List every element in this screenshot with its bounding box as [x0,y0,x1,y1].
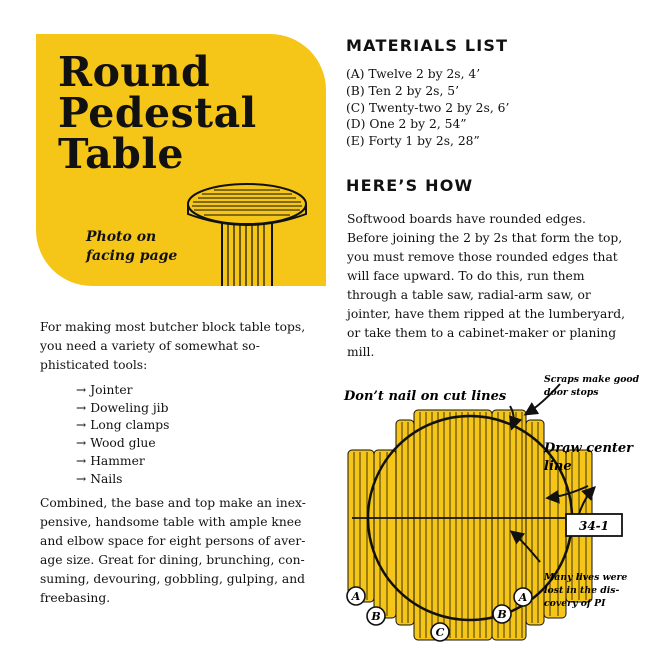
tabletop-diagram [340,370,654,654]
note-center-line-1: Draw center [544,441,634,456]
photo-note-line-2: facing page [86,248,178,264]
title-line-3: Table [58,130,184,178]
note-pi-line-3: covery of PI [544,598,606,609]
material-item: (B) Ten 2 by 2s, 5’ [346,83,460,98]
note-pi-line-2: lost in the dis- [544,585,620,596]
photo-note-line-1: Photo on [86,229,157,245]
intro-text [40,318,310,375]
note-scraps-line-2: door stops [544,387,599,398]
title-card [36,34,326,286]
tool-item: → Nails [76,471,123,486]
callout-c: C [435,626,445,639]
photo-note [86,228,177,266]
material-item: (D) One 2 by 2, 54” [346,117,467,132]
note-dont-nail: Don’t nail on cut lines [344,389,507,404]
materials-heading: MATERIALS LIST [346,36,509,55]
intro-paragraph: For making most butcher block table tops, you need a variety of somewhat so-phisticated tools: [40,320,306,372]
pedestal-table-illustration [184,180,314,286]
page-title [58,48,257,178]
material-item: (A) Twelve 2 by 2s, 4’ [346,67,481,81]
tool-item: → Doweling jib [76,400,169,415]
combined-paragraph: Combined, the base and top make an inex-pensive, handsome table with ample knee and elbow space for eight persons of aver-age size. Great for dining, brunching, con-suming, devouring, gobbling, gulping, and freebasing. [40,496,306,605]
howto-paragraph: Softwood boards have rounded edges. Before joining the 2 by 2s that form the top, you must remove those rounded edges that will face upward. To do this, run them through a table saw, radial-arm saw, or jointer, have them ripped at the lumberyard, or take them to a cabinet-maker or planing mill. [347,212,626,359]
howto-heading: HERE’S HOW [346,176,474,195]
material-item: (E) Forty 1 by 2s, 28” [346,134,480,149]
callout-a-right: A [518,591,528,604]
tool-item: → Long clamps [76,418,170,433]
tool-item: → Hammer [76,453,145,468]
figure-label: 34-1 [578,519,610,533]
note-pi-line-1: Many lives were [544,572,628,583]
callout-b-left: B [371,610,381,623]
title-line-2: Pedestal [58,89,257,137]
note-center-line-2: line [544,459,572,474]
materials-list [346,66,509,150]
tool-item: → Wood glue [76,436,156,451]
tools-list [76,382,169,488]
title-line-1: Round [58,48,211,96]
callout-a-left: A [351,590,361,603]
note-scraps-line-1: Scraps make good [544,374,640,385]
tool-item: → Jointer [76,383,133,397]
material-item: (C) Twenty-two 2 by 2s, 6’ [346,100,510,115]
callout-b-right: B [497,608,507,621]
